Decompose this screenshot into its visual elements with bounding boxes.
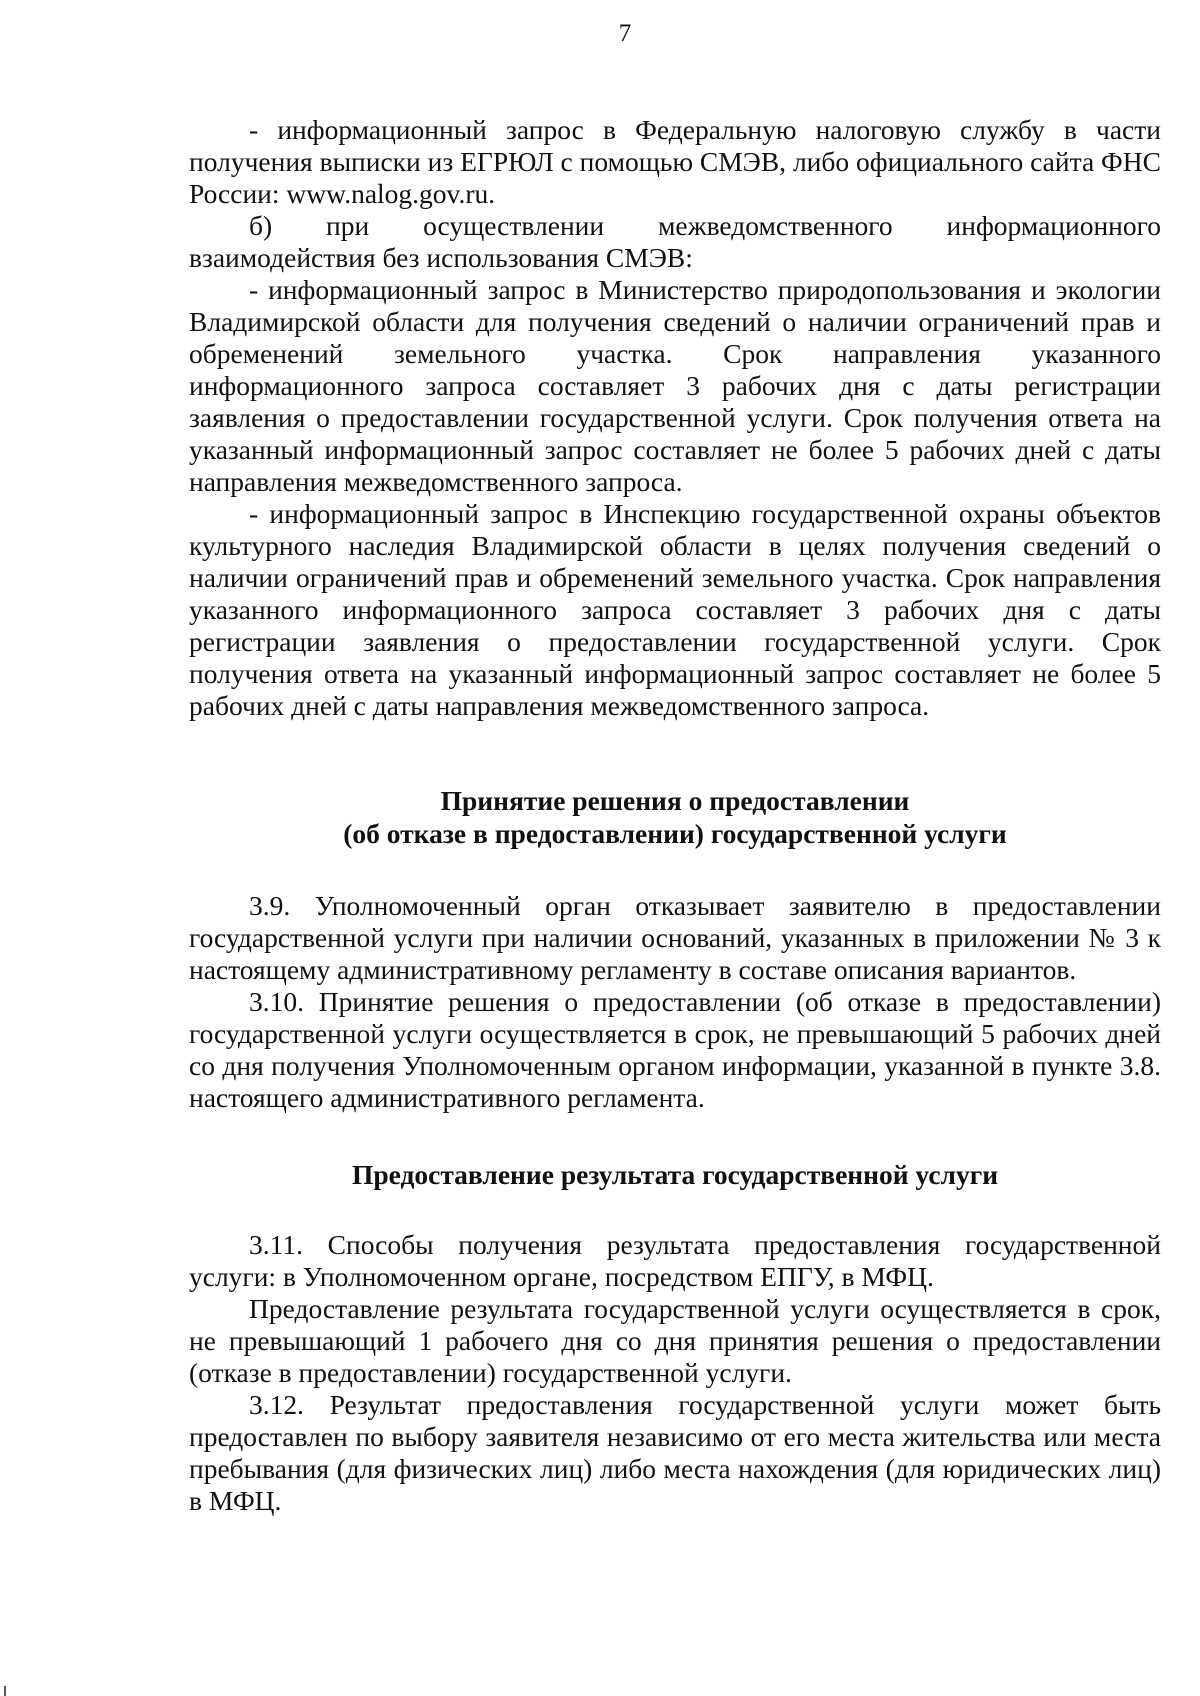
heading-line-1: Принятие решения о предоставлении [440,785,910,816]
paragraph-3-11: 3.11. Способы получения результата предоставления государственной услуги: в Уполномоченном органе, посредством ЕПГУ, в МФЦ. [189,1229,1161,1292]
spacer [189,1114,1161,1158]
document-body [189,114,1161,1517]
spacer [189,722,1161,784]
paragraph-without-smev: б) при осуществлении межведомственного информационного взаимодействия без использования СМЭВ: [189,210,1161,273]
spacer [189,1191,1161,1229]
paragraph-inspection-request: - информационный запрос в Инспекцию государственной охраны объектов культурного наследия Владимирской области в целях получения сведений о наличии ограничений прав и обременений земельного участка. Срок направления указанного информационного запроса составляет 3 рабочих дня с даты регистрации заявления о предоставлении государственной услуги. Срок получения ответа на указанный информационный запрос составляет не более 5 рабочих дней с даты направления межведомственного запроса. [189,498,1161,721]
scan-margin-mark [4,1686,6,1696]
paragraph-fns-request: - информационный запрос в Федеральную налоговую службу в части получения выписки из ЕГРЮЛ с помощью СМЭВ, либо официального сайта ФНС России: www.nalog.gov.ru. [189,114,1161,209]
paragraph-3-12: 3.12. Результат предоставления государственной услуги может быть предоставлен по выбору заявителя независимо от его места жительства или места пребывания (для физических лиц) либо места нахождения (для юридических лиц) в МФЦ. [189,1389,1161,1516]
paragraph-3-10: 3.10. Принятие решения о предоставлении (об отказе в предоставлении) государственной услуги осуществляется в срок, не превышающий 5 рабочих дней со дня получения Уполномоченным органом информации, указанной в пункте 3.8. настоящего административного регламента. [189,986,1161,1113]
section-heading-result [189,1158,1161,1191]
heading-line: Предоставление результата государственной услуги [351,1159,999,1190]
paragraph-3-9: 3.9. Уполномоченный орган отказывает заявителю в предоставлении государственной услуги при наличии оснований, указанных в приложении № 3 к настоящему административному регламенту в составе описания вариантов. [189,890,1161,985]
page-number: 7 [618,20,632,47]
heading-line-2: (об отказе в предоставлении) государственной услуги [343,818,1007,849]
paragraph-ministry-request: - информационный запрос в Министерство природопользования и экологии Владимирской области для получения сведений о наличии ограничений прав и обременений земельного участка. Срок направления указанного информационного запроса составляет 3 рабочих дня с даты регистрации заявления о предоставлении государственной услуги. Срок получения ответа на указанный информационный запрос составляет не более 5 рабочих дней с даты направления межведомственного запроса. [189,274,1161,497]
section-heading-decision [189,784,1161,850]
paragraph-result-term: Предоставление результата государственной услуги осуществляется в срок, не превышающий 1 рабочего дня со дня принятия решения о предоставлении (отказе в предоставлении) государственной услуги. [189,1293,1161,1388]
spacer [189,850,1161,890]
